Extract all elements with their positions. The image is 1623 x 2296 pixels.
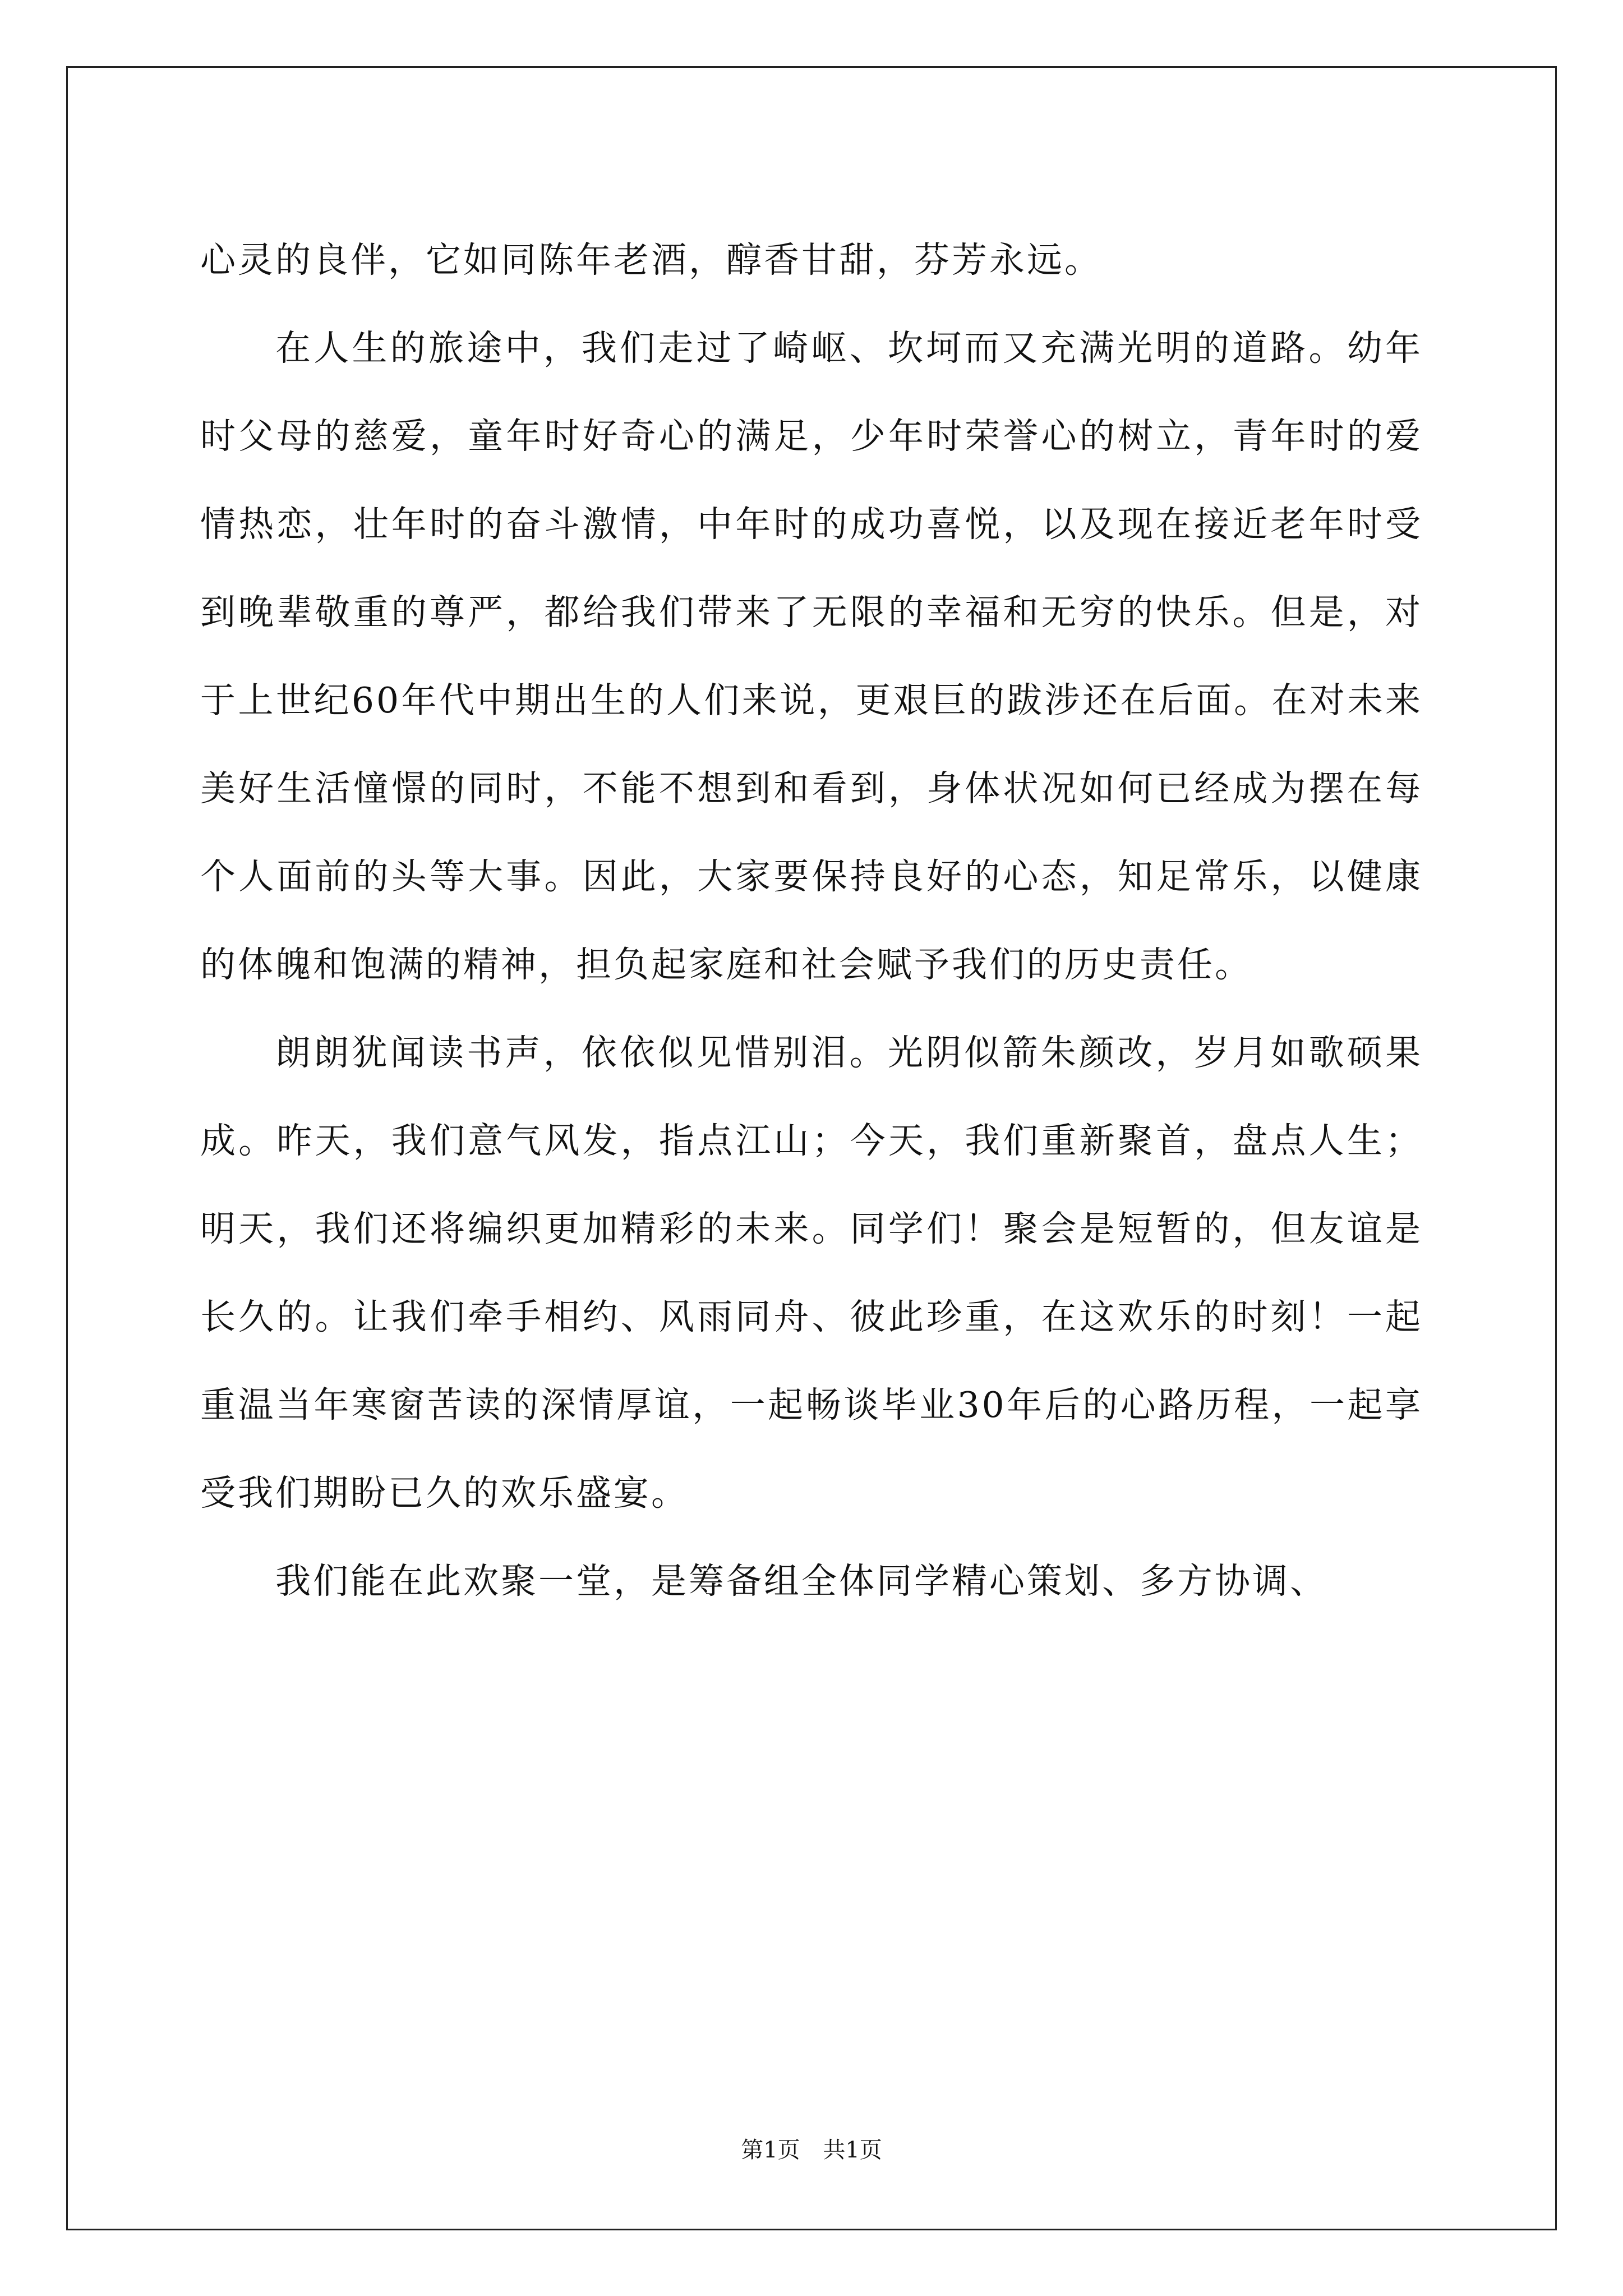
page-total: 共1页	[823, 2137, 882, 2163]
paragraph-4: 我们能在此欢聚一堂，是筹备组全体同学精心策划、多方协调、	[275, 1561, 1327, 1602]
paragraph-1: 心灵的良伴，它如同陈年老酒，醇香甘甜，芬芳永远。	[200, 240, 1102, 280]
document-body	[200, 216, 1423, 1625]
page-number: 第1页	[741, 2137, 800, 2163]
paragraph-2: 在人生的旅途中，我们走过了崎岖、坎坷而又充满光明的道路。幼年时父母的慈爱，童年时好奇心的满足，少年时荣誉心的树立，青年时的爱情热恋，壮年时的奋斗激情，中年时的成功喜悦，以及现在接近老年时受到晚辈敬重的尊严，都给我们带来了无限的幸福和无穷的快乐。但是，对于上世纪60年代中期出生的人们来说，更艰巨的跋涉还在后面。在对未来美好生活憧憬的同时，不能不想到和看到，身体状况如何已经成为摆在每个人面前的头等大事。因此，大家要保持良好的心态，知足常乐，以健康的体魄和饱满的精神，担负起家庭和社会赋予我们的历史责任。	[200, 328, 1423, 985]
page-footer	[0, 2136, 1623, 2164]
paragraph-3: 朗朗犹闻读书声，依依似见惜别泪。光阴似箭朱颜改，岁月如歌硕果成。昨天，我们意气风发，指点江山；今天，我们重新聚首，盘点人生；明天，我们还将编织更加精彩的未来。同学们！聚会是短暂的，但友谊是长久的。让我们牵手相约、风雨同舟、彼此珍重，在这欢乐的时刻！一起重温当年寒窗苦读的深情厚谊，一起畅谈毕业30年后的心路历程，一起享受我们期盼已久的欢乐盛宴。	[200, 1032, 1423, 1513]
